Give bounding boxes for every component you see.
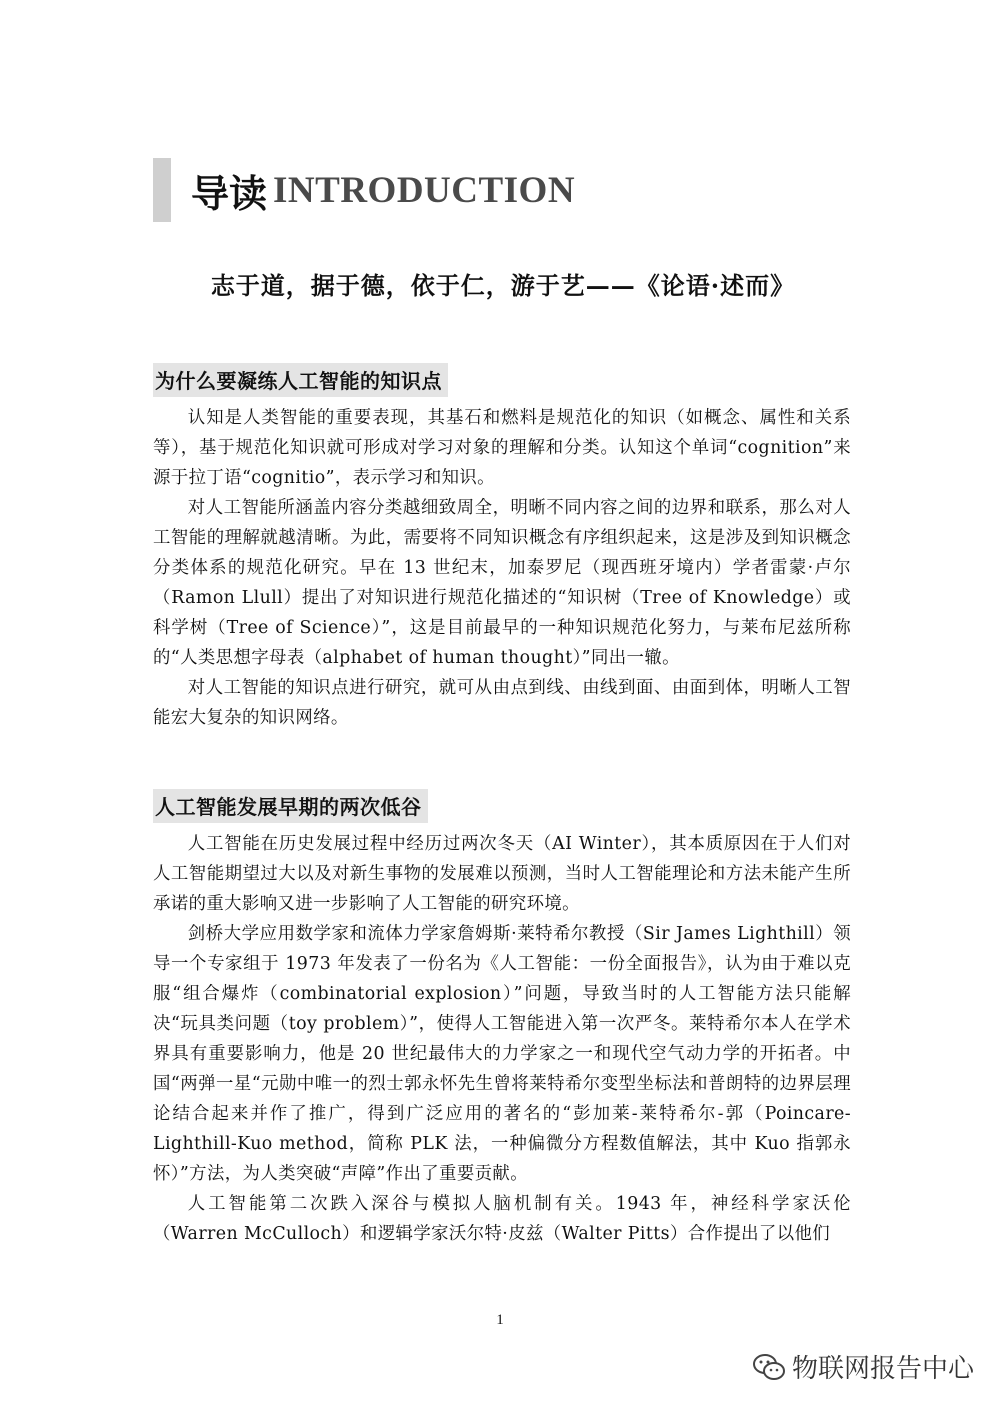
watermark (752, 1348, 974, 1385)
paragraph: 认知是人类智能的重要表现，其基石和燃料是规范化的知识（如概念、属性和关系等），基于规范化知识就可形成对学习对象的理解和分类。认知这个单词“cognition”来源于拉丁语“cognitio”，表示学习和知识。 (153, 408, 851, 488)
page-number: 1 (496, 1312, 504, 1328)
section-heading: 人工智能发展早期的两次低谷 (153, 789, 428, 823)
paragraph: 人工智能在历史发展过程中经历过两次冬天（AI Winter），其本质原因在于人们对人工智能期望过大以及对新生事物的发展难以预测，当时人工智能理论和方法未能产生所承诺的重大影响又进一步影响了人工智能的研究环境。 (153, 834, 851, 914)
title-accent-bar (153, 158, 171, 222)
title-english: INTRODUCTION (273, 169, 576, 211)
paragraph: 对人工智能所涵盖内容分类越细致周全，明晰不同内容之间的边界和联系，那么对人工智能的理解就越清晰。为此，需要将不同知识概念有序组织起来，这是涉及到知识概念分类体系的规范化研究。早在 13 世纪末，加泰罗尼（现西班牙境内）学者雷蒙·卢尔（Ramon Llull）提出了对知识进行规范化描述的“知识树（Tree of Knowledge）或科学树（Tree of Science）”，这是目前最早的一种知识规范化努力，与莱布尼兹所称的“人类思想字母表（alphabet of human thought）”同出一辙。 (153, 498, 851, 668)
section-two-ai-winters (153, 789, 851, 1249)
paragraph: 人工智能第二次跌入深谷与模拟人脑机制有关。1943 年，神经科学家沃伦（Warren McCulloch）和逻辑学家沃尔特·皮兹（Walter Pitts）合作提出了以他们 (153, 1194, 851, 1244)
watermark-text: 物联网报告中心 (792, 1354, 975, 1384)
section-why-knowledge-points (153, 363, 851, 733)
title-chinese: 导读 (191, 171, 268, 216)
chapter-title (153, 158, 575, 222)
wechat-icon (752, 1353, 786, 1381)
paragraph: 对人工智能的知识点进行研究，就可从由点到线、由线到面、由面到体，明晰人工智能宏大复杂的知识网络。 (153, 678, 851, 728)
section-heading: 为什么要凝练人工智能的知识点 (153, 363, 448, 397)
paragraph: 剑桥大学应用数学家和流体力学家詹姆斯·莱特希尔教授（Sir James Lighthill）领导一个专家组于 1973 年发表了一份名为《人工智能：一份全面报告》，认为由于难以克服“组合爆炸（combinatorial explosion）”问题，导致当时的人工智能方法只能解决“玩具类问题（toy problem）”，使得人工智能进入第一次严冬。莱特希尔本人在学术界具有重要影响力，他是 20 世纪最伟大的力学家之一和现代空气动力学的开拓者。中国“两弹一星“元勋中唯一的烈士郭永怀先生曾将莱特希尔变型坐标法和普朗特的边界层理论结合起来并作了推广，得到广泛应用的著名的“彭加莱-莱特希尔-郭（Poincare-Lighthill-Kuo method，简称 PLK 法，一种偏微分方程数值解法，其中 Kuo 指郭永怀）”方法，为人类突破“声障”作出了重要贡献。 (153, 924, 851, 1184)
epigraph: 志于道，据于德，依于仁，游于艺——《论语·述而》 (210, 271, 796, 300)
